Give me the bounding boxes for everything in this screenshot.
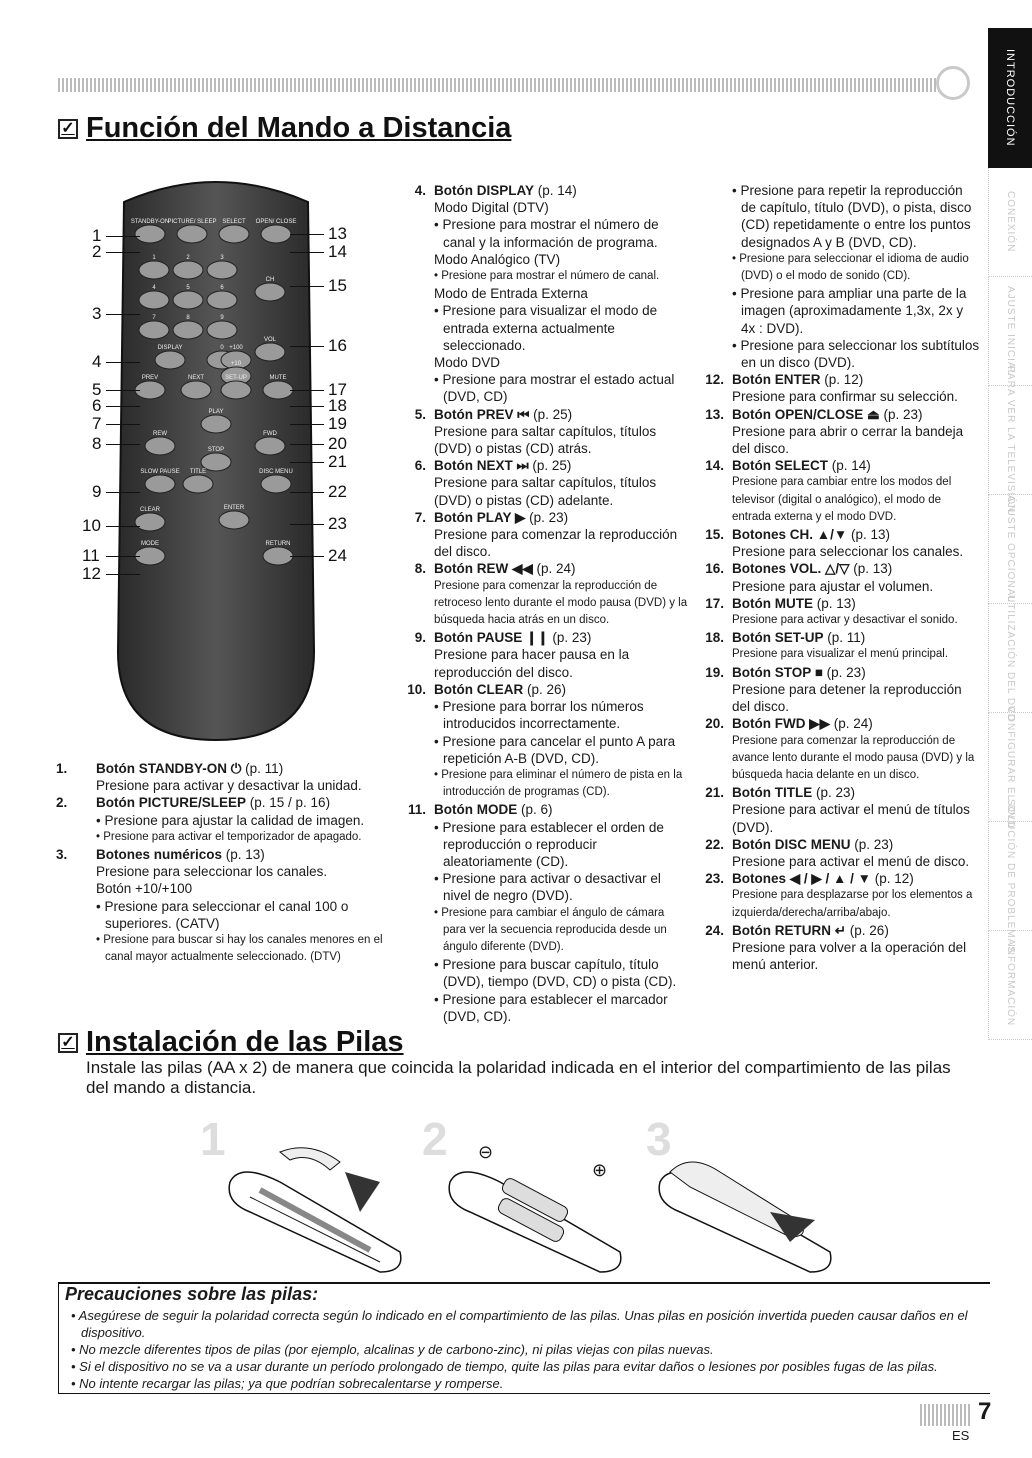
item-number: 13. bbox=[705, 406, 724, 422]
page-ref: (p. 23) bbox=[548, 630, 592, 646]
callout-number: 1 bbox=[92, 226, 102, 245]
button-name: Botón OPEN/CLOSE ⏏ bbox=[732, 406, 880, 422]
item-number: 2. bbox=[56, 795, 68, 811]
side-tab-4 bbox=[988, 495, 1032, 604]
button-name: Botón SET-UP bbox=[732, 630, 824, 646]
remote-button-label: 9 bbox=[220, 315, 224, 321]
remote-button bbox=[207, 321, 237, 339]
side-tab-label: CONFIGURAR EL DVD bbox=[1005, 705, 1016, 829]
precaution-item: • No mezcle diferentes tipos de pilas (por ejemplo, alcalinas y de carbono-zinc), ni pilas viejas con pilas nuevas. bbox=[71, 1342, 714, 1357]
item-number: 17. bbox=[705, 595, 724, 611]
side-tab-5 bbox=[988, 594, 1032, 722]
page-ref: (p. 11) bbox=[241, 761, 284, 776]
page-number: 7 bbox=[978, 1398, 992, 1425]
button-name: Botón CLEAR bbox=[434, 681, 524, 697]
button-name: Botón MUTE bbox=[732, 595, 813, 611]
description-line: Presione para hacer pausa en la reproducción del disco. bbox=[434, 647, 630, 680]
list-item bbox=[692, 371, 980, 405]
remote-button-label: DISC MENU bbox=[259, 469, 293, 475]
button-name: Botón STOP ■ bbox=[732, 664, 823, 680]
list-item bbox=[394, 509, 688, 561]
list-item bbox=[394, 681, 688, 801]
side-tab-label: AJUSTE INICIAL bbox=[1005, 285, 1016, 377]
remote-button-label: +10 bbox=[230, 361, 242, 367]
checkbox-icon: ✓ bbox=[58, 119, 78, 139]
description-line: • Presione para buscar si hay los canales menores en el canal mayor actualmente seleccionado. (DTV) bbox=[96, 934, 383, 964]
callout-line bbox=[106, 236, 140, 237]
callout-line bbox=[290, 524, 324, 525]
remote-button bbox=[155, 351, 185, 369]
remote-button bbox=[145, 475, 175, 493]
description-line: • Presione para ampliar una parte de la imagen (aproximadamente 1,3x, 2x y 4x : DVD). bbox=[732, 286, 967, 336]
button-name: Botón FWD ▶▶ bbox=[732, 716, 830, 732]
description-line: • Presione para seleccionar el canal 100 o superiores. (CATV) bbox=[96, 898, 349, 931]
callout-line bbox=[290, 390, 324, 391]
remote-button bbox=[261, 475, 291, 493]
list-item bbox=[394, 801, 688, 1025]
button-list-col3 bbox=[692, 182, 980, 973]
list-item bbox=[692, 784, 980, 836]
item-number: 11. bbox=[407, 802, 426, 818]
remote-control-illustration bbox=[110, 172, 322, 744]
remote-button-label: DISPLAY bbox=[157, 345, 183, 351]
item-number: 12. bbox=[705, 372, 724, 388]
item-number: 9. bbox=[414, 630, 426, 646]
description-line: Modo de Entrada Externa bbox=[434, 286, 588, 302]
step-number: 2 bbox=[422, 1113, 448, 1165]
callout-line bbox=[290, 252, 324, 253]
description-line: Botón +10/+100 bbox=[96, 881, 193, 897]
item-number: 24. bbox=[705, 922, 724, 938]
page-ref: (p. 23) bbox=[525, 509, 569, 525]
item-number: 3. bbox=[56, 847, 68, 863]
callout-number: 11 bbox=[82, 546, 100, 565]
remote-button bbox=[139, 261, 169, 279]
list-item bbox=[692, 457, 980, 526]
remote-button-label: PREV bbox=[141, 375, 159, 381]
list-item bbox=[692, 836, 980, 870]
remote-button-label: 8 bbox=[186, 315, 190, 321]
description-line: Presione para comenzar la reproducción de retroceso lento durante el modo pausa (DVD) y la búsqueda hacia atrás en un disco. bbox=[434, 579, 688, 627]
remote-button-label: ENTER bbox=[223, 505, 245, 511]
description-line: Presione para comenzar la reproducción de avance lento durante el modo pausa (DVD) y la búsqueda hacia delante en un disco. bbox=[732, 734, 975, 781]
remote-button-label: 0 bbox=[220, 345, 224, 351]
callout-line bbox=[106, 556, 140, 557]
callout-number: 13 bbox=[328, 224, 347, 243]
plus-polarity-icon: ⊕ bbox=[592, 1160, 608, 1180]
callout-number: 21 bbox=[328, 452, 347, 471]
callout-line bbox=[106, 574, 140, 575]
description-line: Presione para confirmar su selección. bbox=[732, 389, 958, 405]
list-item bbox=[692, 526, 980, 560]
callout-number: 22 bbox=[328, 482, 347, 501]
description-line: • Presione para ajustar la calidad de imagen. bbox=[96, 812, 365, 828]
list-item bbox=[394, 406, 688, 458]
remote-button bbox=[219, 511, 249, 529]
minus-polarity-icon: ⊖ bbox=[478, 1142, 494, 1162]
button-name: Botón DISC MENU bbox=[732, 836, 851, 852]
item-number: 19. bbox=[705, 664, 724, 680]
remote-button-label: PLAY bbox=[208, 409, 224, 415]
button-name: Botón SELECT bbox=[732, 458, 828, 474]
remote-button-label: CLEAR bbox=[139, 507, 161, 513]
description-line: Presione para detener la reproducción del disco. bbox=[732, 681, 962, 715]
button-name: Botón PICTURE/SLEEP bbox=[96, 795, 247, 811]
remote-button-label: 6 bbox=[220, 285, 224, 291]
item-number: 16. bbox=[705, 561, 724, 577]
side-tab-7 bbox=[988, 798, 1032, 954]
page-ref: (p. 13) bbox=[847, 527, 891, 543]
button-list-col2 bbox=[394, 182, 688, 1025]
remote-button bbox=[207, 291, 237, 309]
callout-line bbox=[106, 362, 140, 363]
page-ref: (p. 15 / p. 16) bbox=[246, 795, 331, 811]
remote-button-label: SET-UP bbox=[225, 375, 247, 381]
remote-button-label: RETURN bbox=[265, 541, 291, 547]
description-line: • Presione para visualizar el modo de entrada externa actualmente seleccionado. bbox=[434, 303, 658, 353]
callout-number: 23 bbox=[328, 514, 347, 533]
page-ref: (p. 25) bbox=[528, 458, 572, 474]
description-line: Presione para desplazarse por los elementos a izquierda/derecha/arriba/abajo. bbox=[732, 889, 973, 919]
page-ref: (p. 12) bbox=[871, 871, 914, 887]
step-number: 1 bbox=[200, 1113, 226, 1165]
precautions-title: Precauciones sobre las pilas: bbox=[65, 1284, 319, 1304]
page-ref: (p. 14) bbox=[828, 458, 871, 474]
step3-close-cover-illustration bbox=[650, 1142, 840, 1282]
remote-button-label: STOP bbox=[207, 447, 225, 453]
description-line: Presione para activar el menú de títulos (DVD). bbox=[732, 802, 970, 835]
description-line: • Presione para establecer el orden de reproducción o reproducir aleatoriamente (CD). bbox=[434, 819, 664, 869]
description-line: Presione para seleccionar los canales. bbox=[732, 544, 964, 560]
list-item bbox=[692, 595, 980, 629]
description-line: • Presione para mostrar el número de canal y la información de programa. bbox=[434, 217, 659, 250]
remote-button-label: PICTURE/ SLEEP bbox=[167, 219, 217, 225]
button-name: Botones numéricos bbox=[96, 847, 223, 863]
section-side-tabs bbox=[988, 28, 1032, 1040]
list-item bbox=[394, 182, 688, 406]
description-line: • Presione para borrar los números introducidos incorrectamente. bbox=[434, 699, 644, 732]
callout-number: 4 bbox=[92, 352, 102, 371]
side-tab-0 bbox=[988, 28, 1032, 168]
page-ref: (p. 23) bbox=[812, 785, 856, 801]
button-name: Botones VOL. △/▽ bbox=[732, 561, 850, 577]
remote-button bbox=[219, 225, 249, 243]
remote-button bbox=[183, 475, 213, 493]
callout-line bbox=[290, 346, 324, 347]
remote-button bbox=[173, 261, 203, 279]
button-name: Botones CH. ▲/▼ bbox=[732, 527, 848, 543]
description-line: Presione para ajustar el volumen. bbox=[732, 578, 934, 594]
page-ref: (p. 6) bbox=[517, 802, 553, 818]
checkbox-icon: ✓ bbox=[58, 1033, 78, 1053]
page-ref: (p. 24) bbox=[830, 716, 873, 732]
button-name: Botón STANDBY-ON ⏻ bbox=[96, 761, 242, 776]
section-title: Instalación de las Pilas bbox=[86, 1026, 404, 1058]
callout-line bbox=[290, 492, 324, 493]
remote-button bbox=[221, 381, 251, 399]
button-name: Botón REW ◀◀ bbox=[434, 561, 533, 577]
header-circle-ornament bbox=[936, 66, 970, 100]
remote-button-label: NEXT bbox=[187, 375, 205, 381]
callout-line bbox=[106, 526, 140, 527]
list-item bbox=[56, 760, 386, 794]
page-ref: (p. 26) bbox=[523, 681, 567, 697]
description-line: Modo Analógico (TV) bbox=[434, 251, 561, 267]
remote-button bbox=[139, 291, 169, 309]
precaution-item: • Asegúrese de seguir la polaridad correcta según lo indicado en el compartimiento de las pilas. Unas pilas en posición invertida pueden causar daños en el dispositivo. bbox=[71, 1308, 968, 1340]
remote-button-label: STANDBY-ON bbox=[130, 219, 170, 225]
item-number: 6. bbox=[414, 458, 426, 474]
button-name: Botón PREV ⏮ bbox=[434, 406, 530, 422]
section-heading-remote bbox=[58, 112, 511, 145]
remote-button-label: TITLE bbox=[189, 469, 207, 475]
description-line: • Presione para establecer el marcador (DVD, CD). bbox=[434, 991, 668, 1024]
description-line: • Presione para activar o desactivar el nivel de negro (DVD). bbox=[434, 871, 661, 904]
remote-button-label: 1 bbox=[152, 255, 156, 261]
remote-button bbox=[263, 547, 293, 565]
callout-number: 2 bbox=[92, 242, 102, 261]
page-ref: (p. 25) bbox=[529, 406, 573, 422]
description-line: Presione para activar y desactivar el sonido. bbox=[732, 614, 958, 627]
list-item bbox=[692, 715, 980, 784]
description-line: • Presione para eliminar el número de pista en la introducción de programas (CD). bbox=[434, 768, 683, 799]
side-tab-label: SOLUCIÓN DE PROBLEMAS bbox=[1005, 798, 1016, 954]
item-number: 4. bbox=[414, 183, 426, 198]
remote-button bbox=[255, 437, 285, 455]
page-ref: (p. 13) bbox=[812, 595, 856, 611]
side-tab-label: INFORMACIÓN bbox=[1005, 943, 1016, 1027]
side-tab-1 bbox=[988, 168, 1032, 277]
description-line: • Presione para mostrar el número de canal. bbox=[434, 270, 660, 283]
page-ref: (p. 24) bbox=[532, 561, 576, 577]
callout-number: 19 bbox=[328, 414, 347, 433]
description-line: • Presione para seleccionar el idioma de audio (DVD) o el modo de sonido (CD). bbox=[732, 252, 969, 283]
callout-line bbox=[290, 406, 324, 407]
description-line: Modo Digital (DTV) bbox=[434, 200, 549, 216]
item-number: 7. bbox=[414, 509, 426, 525]
description-line: Presione para saltar capítulos, títulos (DVD) o pistas (CD) atrás. bbox=[434, 423, 657, 457]
button-name: Botón DISPLAY bbox=[434, 183, 535, 198]
remote-button bbox=[255, 283, 285, 301]
remote-button-label: CH bbox=[265, 277, 275, 283]
item-number: 1. bbox=[56, 761, 68, 776]
item-number: 22. bbox=[705, 836, 724, 852]
description-line: • Presione para cancelar el punto A para repetición A-B (DVD, CD). bbox=[434, 733, 676, 766]
side-tab-label: CONEXIÓN bbox=[1005, 191, 1016, 253]
callout-line bbox=[106, 390, 140, 391]
callout-number: 24 bbox=[328, 546, 347, 565]
list-item bbox=[692, 870, 980, 922]
callout-number: 14 bbox=[328, 242, 347, 261]
list-item bbox=[394, 560, 688, 629]
callout-number: 9 bbox=[92, 482, 102, 501]
description-line: Presione para seleccionar los canales. bbox=[96, 864, 328, 880]
remote-button bbox=[173, 321, 203, 339]
remote-button-label: SELECT bbox=[222, 219, 246, 225]
button-name: Botón PAUSE ❙❙ bbox=[434, 630, 549, 646]
section-title: Función del Mando a Distancia bbox=[86, 112, 512, 144]
callout-line bbox=[106, 406, 140, 407]
description-line: Presione para saltar capítulos, títulos (DVD) o pistas (CD) adelante. bbox=[434, 475, 657, 508]
page-ref: (p. 11) bbox=[823, 630, 866, 646]
header-dotted-rule bbox=[58, 78, 948, 92]
remote-button-label: 2 bbox=[186, 255, 190, 261]
page-ref: (p. 13) bbox=[222, 847, 265, 863]
remote-button bbox=[255, 343, 285, 361]
description-line: • Presione para seleccionar los subtítulos en un disco (DVD). bbox=[732, 337, 980, 371]
item-number: 15. bbox=[705, 527, 724, 543]
remote-button-label: +100 bbox=[229, 345, 243, 351]
callout-number: 3 bbox=[92, 304, 102, 323]
remote-button bbox=[173, 291, 203, 309]
callout-number: 20 bbox=[328, 434, 347, 453]
remote-button bbox=[145, 437, 175, 455]
list-item bbox=[394, 629, 688, 681]
remote-button bbox=[181, 381, 211, 399]
description-line: Presione para volver a la operación del menú anterior. bbox=[732, 939, 967, 973]
callout-line bbox=[290, 424, 324, 425]
callout-line bbox=[290, 444, 324, 445]
step-number: 3 bbox=[646, 1113, 672, 1165]
page-number-ornament bbox=[920, 1404, 972, 1426]
list-item bbox=[692, 629, 980, 663]
item-number: 10. bbox=[407, 681, 426, 697]
button-name: Botón RETURN ↵ bbox=[732, 922, 847, 938]
callout-line bbox=[106, 314, 140, 315]
description-line: Presione para abrir o cerrar la bandeja del disco. bbox=[732, 423, 964, 457]
callout-line bbox=[106, 252, 140, 253]
item-number: 20. bbox=[705, 716, 724, 732]
language-code: ES bbox=[952, 1428, 970, 1443]
list-item bbox=[394, 457, 688, 509]
list-item bbox=[56, 794, 386, 846]
page-ref: (p. 26) bbox=[846, 922, 889, 938]
item-number: 21. bbox=[705, 785, 724, 801]
description-line: • Presione para mostrar el estado actual (DVD, CD) bbox=[434, 372, 675, 405]
item-number: 14. bbox=[705, 458, 724, 474]
button-list-col1 bbox=[56, 760, 386, 966]
side-tab-label: PARA VER LA TELEVISIÓN bbox=[1005, 366, 1016, 514]
remote-button-label: FWD bbox=[263, 431, 277, 437]
remote-button-label: 4 bbox=[152, 285, 156, 291]
page-ref: (p. 23) bbox=[879, 406, 923, 422]
remote-button bbox=[135, 513, 165, 531]
callout-number: 12 bbox=[82, 564, 101, 583]
callout-line bbox=[106, 444, 140, 445]
callout-number: 7 bbox=[92, 414, 102, 433]
callout-number: 6 bbox=[92, 396, 102, 415]
callout-line bbox=[290, 462, 324, 463]
page-ref: (p. 23) bbox=[850, 836, 894, 852]
button-name: Botón ENTER bbox=[732, 372, 821, 388]
description-line: Modo DVD bbox=[434, 355, 501, 371]
remote-button-label: 7 bbox=[152, 315, 156, 321]
page-ref: (p. 14) bbox=[534, 183, 577, 198]
remote-button bbox=[201, 415, 231, 433]
item-number: 23. bbox=[705, 871, 724, 887]
callout-line bbox=[290, 286, 324, 287]
callout-number: 10 bbox=[82, 516, 101, 535]
battery-instructions: Instale las pilas (AA x 2) de manera que coincida la polaridad indicada en el interior del compartimiento de las pilas del mando a distancia. bbox=[86, 1058, 951, 1097]
description-line: • Presione para buscar capítulo, título (DVD), tiempo (DVD, CD) o pista (CD). bbox=[434, 957, 677, 990]
remote-button-label: VOL bbox=[263, 337, 277, 343]
list-item bbox=[692, 560, 980, 594]
button-name: Botón MODE bbox=[434, 802, 518, 818]
side-tab-8 bbox=[988, 931, 1032, 1040]
callout-number: 5 bbox=[92, 380, 102, 399]
description-line: • Presione para repetir la reproducción de capítulo, título (DVD), o pista, disco (CD) repetidamente o entre los puntos designados A y B (DVD, CD). bbox=[732, 183, 972, 250]
description-line: • Presione para activar el temporizador de apagado. bbox=[96, 830, 362, 843]
description-line: Presione para cambiar entre los modos del televisor (digital o analógico), el modo de entrada externa y el modo DVD. bbox=[732, 476, 952, 523]
callout-number: 18 bbox=[328, 396, 347, 415]
description-line: Presione para activar y desactivar la unidad. bbox=[96, 778, 362, 794]
remote-button bbox=[261, 225, 291, 243]
remote-button-label: 5 bbox=[186, 285, 190, 291]
callout-number: 16 bbox=[328, 336, 347, 355]
remote-button bbox=[207, 261, 237, 279]
remote-button-label: REW bbox=[153, 431, 167, 437]
callout-line bbox=[290, 234, 324, 235]
list-item bbox=[692, 922, 980, 974]
item-number: 5. bbox=[414, 406, 426, 422]
callout-line bbox=[290, 556, 324, 557]
callout-line bbox=[106, 492, 140, 493]
remote-button bbox=[263, 381, 293, 399]
remote-button bbox=[139, 321, 169, 339]
callout-line bbox=[106, 424, 140, 425]
section-heading-batteries bbox=[58, 1026, 404, 1059]
button-name: Botones ◀ / ▶ / ▲ / ▼ bbox=[732, 871, 871, 887]
page-ref: (p. 12) bbox=[820, 372, 864, 388]
side-tab-3 bbox=[988, 366, 1032, 514]
precaution-item: • No intente recargar las pilas; ya que podrían sobrecalentarse y romperse. bbox=[71, 1376, 504, 1391]
item-number: 18. bbox=[705, 630, 724, 646]
remote-button-label: 3 bbox=[220, 255, 224, 261]
remote-button bbox=[135, 225, 165, 243]
item-number: 8. bbox=[414, 561, 426, 577]
remote-button-label: MUTE bbox=[269, 375, 287, 381]
page-ref: (p. 23) bbox=[822, 664, 866, 680]
precautions-box bbox=[58, 1282, 990, 1394]
side-tab-label: INTRODUCCIÓN bbox=[1004, 49, 1016, 147]
button-name: Botón NEXT ⏭ bbox=[434, 458, 529, 474]
list-item bbox=[692, 406, 980, 458]
precaution-item: • Si el dispositivo no se va a usar durante un período prolongado de tiempo, quite las pilas para evitar daños o lesiones por posibles fugas de las pilas. bbox=[71, 1359, 938, 1374]
side-tab-label: UTILIZACIÓN DEL DVD bbox=[1005, 594, 1016, 722]
button-name: Botón TITLE bbox=[732, 785, 813, 801]
callout-number: 15 bbox=[328, 276, 347, 295]
list-item bbox=[56, 846, 386, 966]
description-line: • Presione para cambiar el ángulo de cámara para ver la secuencia reproducida desde un ángulo diferente (DVD). bbox=[434, 906, 667, 953]
button-name: Botón PLAY ▶ bbox=[434, 509, 526, 525]
list-item bbox=[692, 664, 980, 716]
description-line: Presione para visualizar el menú principal. bbox=[732, 648, 949, 661]
remote-button-label: MODE bbox=[141, 541, 159, 547]
remote-button-label: OPEN/ CLOSE bbox=[255, 219, 297, 225]
description-line: Presione para activar el menú de disco. bbox=[732, 853, 970, 869]
callout-number: 17 bbox=[328, 380, 347, 399]
page-ref: (p. 13) bbox=[849, 561, 893, 577]
step1-open-cover-illustration bbox=[220, 1142, 410, 1282]
callout-number: 8 bbox=[92, 434, 102, 453]
remote-button bbox=[177, 225, 207, 243]
side-tab-label: AJUSTE OPCIONAL bbox=[1005, 495, 1016, 603]
battery-steps bbox=[200, 1112, 760, 1282]
remote-button-label: SLOW PAUSE bbox=[140, 469, 180, 475]
description-line: Presione para comenzar la reproducción del disco. bbox=[434, 527, 678, 560]
